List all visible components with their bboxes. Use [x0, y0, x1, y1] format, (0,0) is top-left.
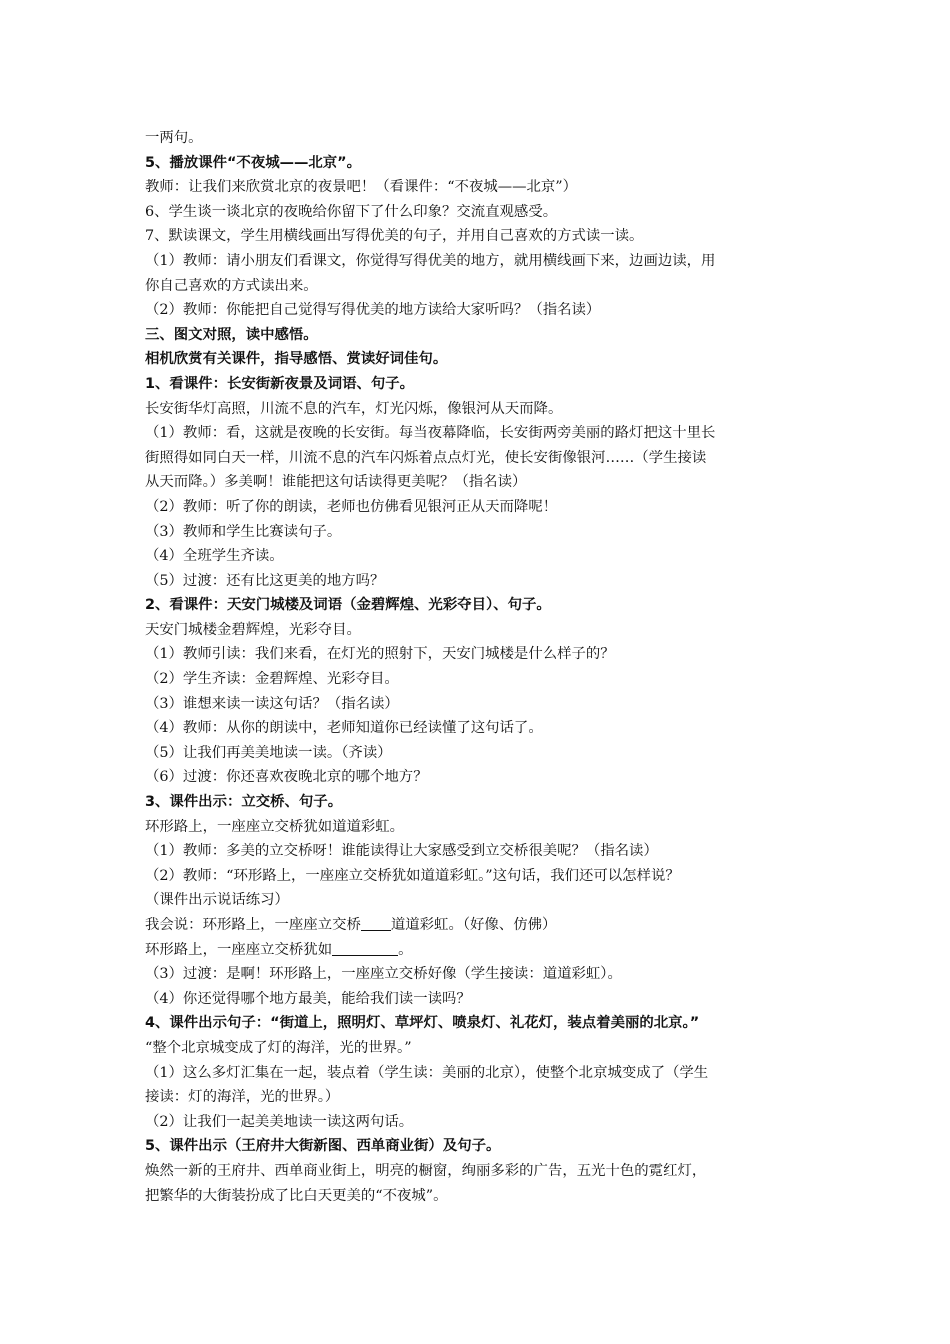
text-line: 接读：灯的海洋，光的世界。） [145, 1089, 340, 1106]
step-line: 7、默读课文，学生用横线画出写得优美的句子，并用自己喜欢的方式读一读。 [145, 228, 644, 245]
text-line: “整个北京城变成了灯的海洋，光的世界。” [145, 1039, 412, 1056]
text-line: 长安街华灯高照，川流不息的汽车，灯光闪烁，像银河从天而降。 [145, 400, 563, 417]
text-line: （1）这么多灯汇集在一起，装点着（学生读：美丽的北京），使整个北京城变成了（学生 [145, 1064, 709, 1081]
text-line: （2）教师：你能把自己觉得写得优美的地方读给大家听吗？（指名读） [145, 302, 601, 319]
text-line: 从天而降。）多美啊！谁能把这句话读得更美呢？（指名读） [145, 474, 527, 491]
step-heading: 2、看课件：天安门城楼及词语（金碧辉煌、光彩夺目）、句子。 [145, 597, 551, 614]
text-line: （2）学生齐读：金碧辉煌、光彩夺目。 [145, 671, 399, 688]
step-line: 6、学生谈一谈北京的夜晚给你留下了什么印象？交流直观感受。 [145, 203, 558, 220]
fill-blank-suffix: 道道彩虹。（好像、仿佛） [390, 917, 557, 933]
fill-blank-line [145, 913, 825, 938]
text-line: 街照得如同白天一样，川流不息的汽车闪烁着点点灯光，使长安街像银河……（学生接读 [145, 449, 707, 466]
text-line: 环形路上，一座座立交桥犹如道道彩虹。 [145, 818, 405, 835]
text-line: 你自己喜欢的方式读出来。 [145, 277, 318, 294]
step-heading: 5、播放课件“不夜城——北京”。 [145, 154, 362, 171]
text-line: （2）教师：“环形路上，一座座立交桥犹如道道彩虹。”这句话，我们还可以怎样说？ [145, 867, 680, 884]
text-line: （3）过渡：是啊！环形路上，一座座立交桥好像（学生接读：道道彩虹）。 [145, 966, 622, 983]
text-line: （3）教师和学生比赛读句子。 [145, 523, 342, 540]
fill-blank-suffix: 。 [398, 941, 413, 958]
step-heading: 5、课件出示（王府井大街新图、西单商业街）及句子。 [145, 1138, 501, 1155]
section-heading: 三、图文对照，读中感悟。 [145, 326, 318, 343]
fill-blank-prefix: 环形路上，一座座立交桥犹如 [145, 941, 333, 958]
text-line: （课件出示说话练习） [145, 892, 289, 909]
text-line: （4）全班学生齐读。 [145, 548, 284, 565]
text-line: （1）教师引读：我们来看，在灯光的照射下，天安门城楼是什么样子的？ [145, 646, 615, 663]
document-body [145, 126, 825, 1208]
fill-blank-line [145, 938, 825, 963]
text-line: 天安门城楼金碧辉煌，光彩夺目。 [145, 621, 361, 638]
text-line: （5）让我们再美美地读一读。（齐读） [145, 744, 392, 761]
step-heading: 3、课件出示：立交桥、句子。 [145, 794, 343, 811]
text-line: 教师：让我们来欣赏北京的夜景吧！（看课件：“不夜城——北京”） [145, 179, 578, 196]
text-line: （6）过渡：你还喜欢夜晚北京的哪个地方？ [145, 769, 428, 786]
text-line: （1）教师：看，这就是夜晚的长安街。每当夜幕降临，长安街两旁美丽的路灯把这十里长 [145, 425, 716, 442]
step-heading: 1、看课件：长安街新夜景及词语、句子。 [145, 375, 415, 392]
text-line: （1）教师：请小朋友们看课文，你觉得写得优美的地方，就用横线画下来，边画边读，用 [145, 252, 716, 269]
text-line: （1）教师：多美的立交桥呀！谁能读得让大家感受到立交桥很美呢？（指名读） [145, 843, 658, 860]
fill-blank-prefix: 我会说：环形路上，一座座立交桥 [145, 917, 361, 933]
text-line: （3）谁想来读一读这句话？（指名读） [145, 695, 399, 712]
text-line: （4）教师：从你的朗读中，老师知道你已经读懂了这句话了。 [145, 720, 543, 737]
text-line: 焕然一新的王府井、西单商业街上，明亮的橱窗，绚丽多彩的广告，五光十色的霓红灯， [145, 1162, 707, 1179]
text-line: （4）你还觉得哪个地方最美，能给我们读一读吗？ [145, 990, 471, 1007]
fill-blank [361, 914, 391, 931]
text-line: （2）教师：听了你的朗读，老师也仿佛看见银河正从天而降呢！ [145, 498, 558, 515]
text-line: （2）让我们一起美美地读一读这两句话。 [145, 1113, 414, 1130]
text-line: （5）过渡：还有比这更美的地方吗？ [145, 572, 385, 589]
text-line: 一两句。 [145, 130, 203, 146]
text-line: 把繁华的大街装扮成了比白天更美的“不夜城”。 [145, 1187, 448, 1204]
section-intro: 相机欣赏有关课件，指导感悟、赏读好词佳句。 [145, 351, 448, 368]
fill-blank [332, 939, 398, 956]
step-heading: 4、课件出示句子：“街道上，照明灯、草坪灯、喷泉灯、礼花灯，装点着美丽的北京。” [145, 1015, 700, 1032]
